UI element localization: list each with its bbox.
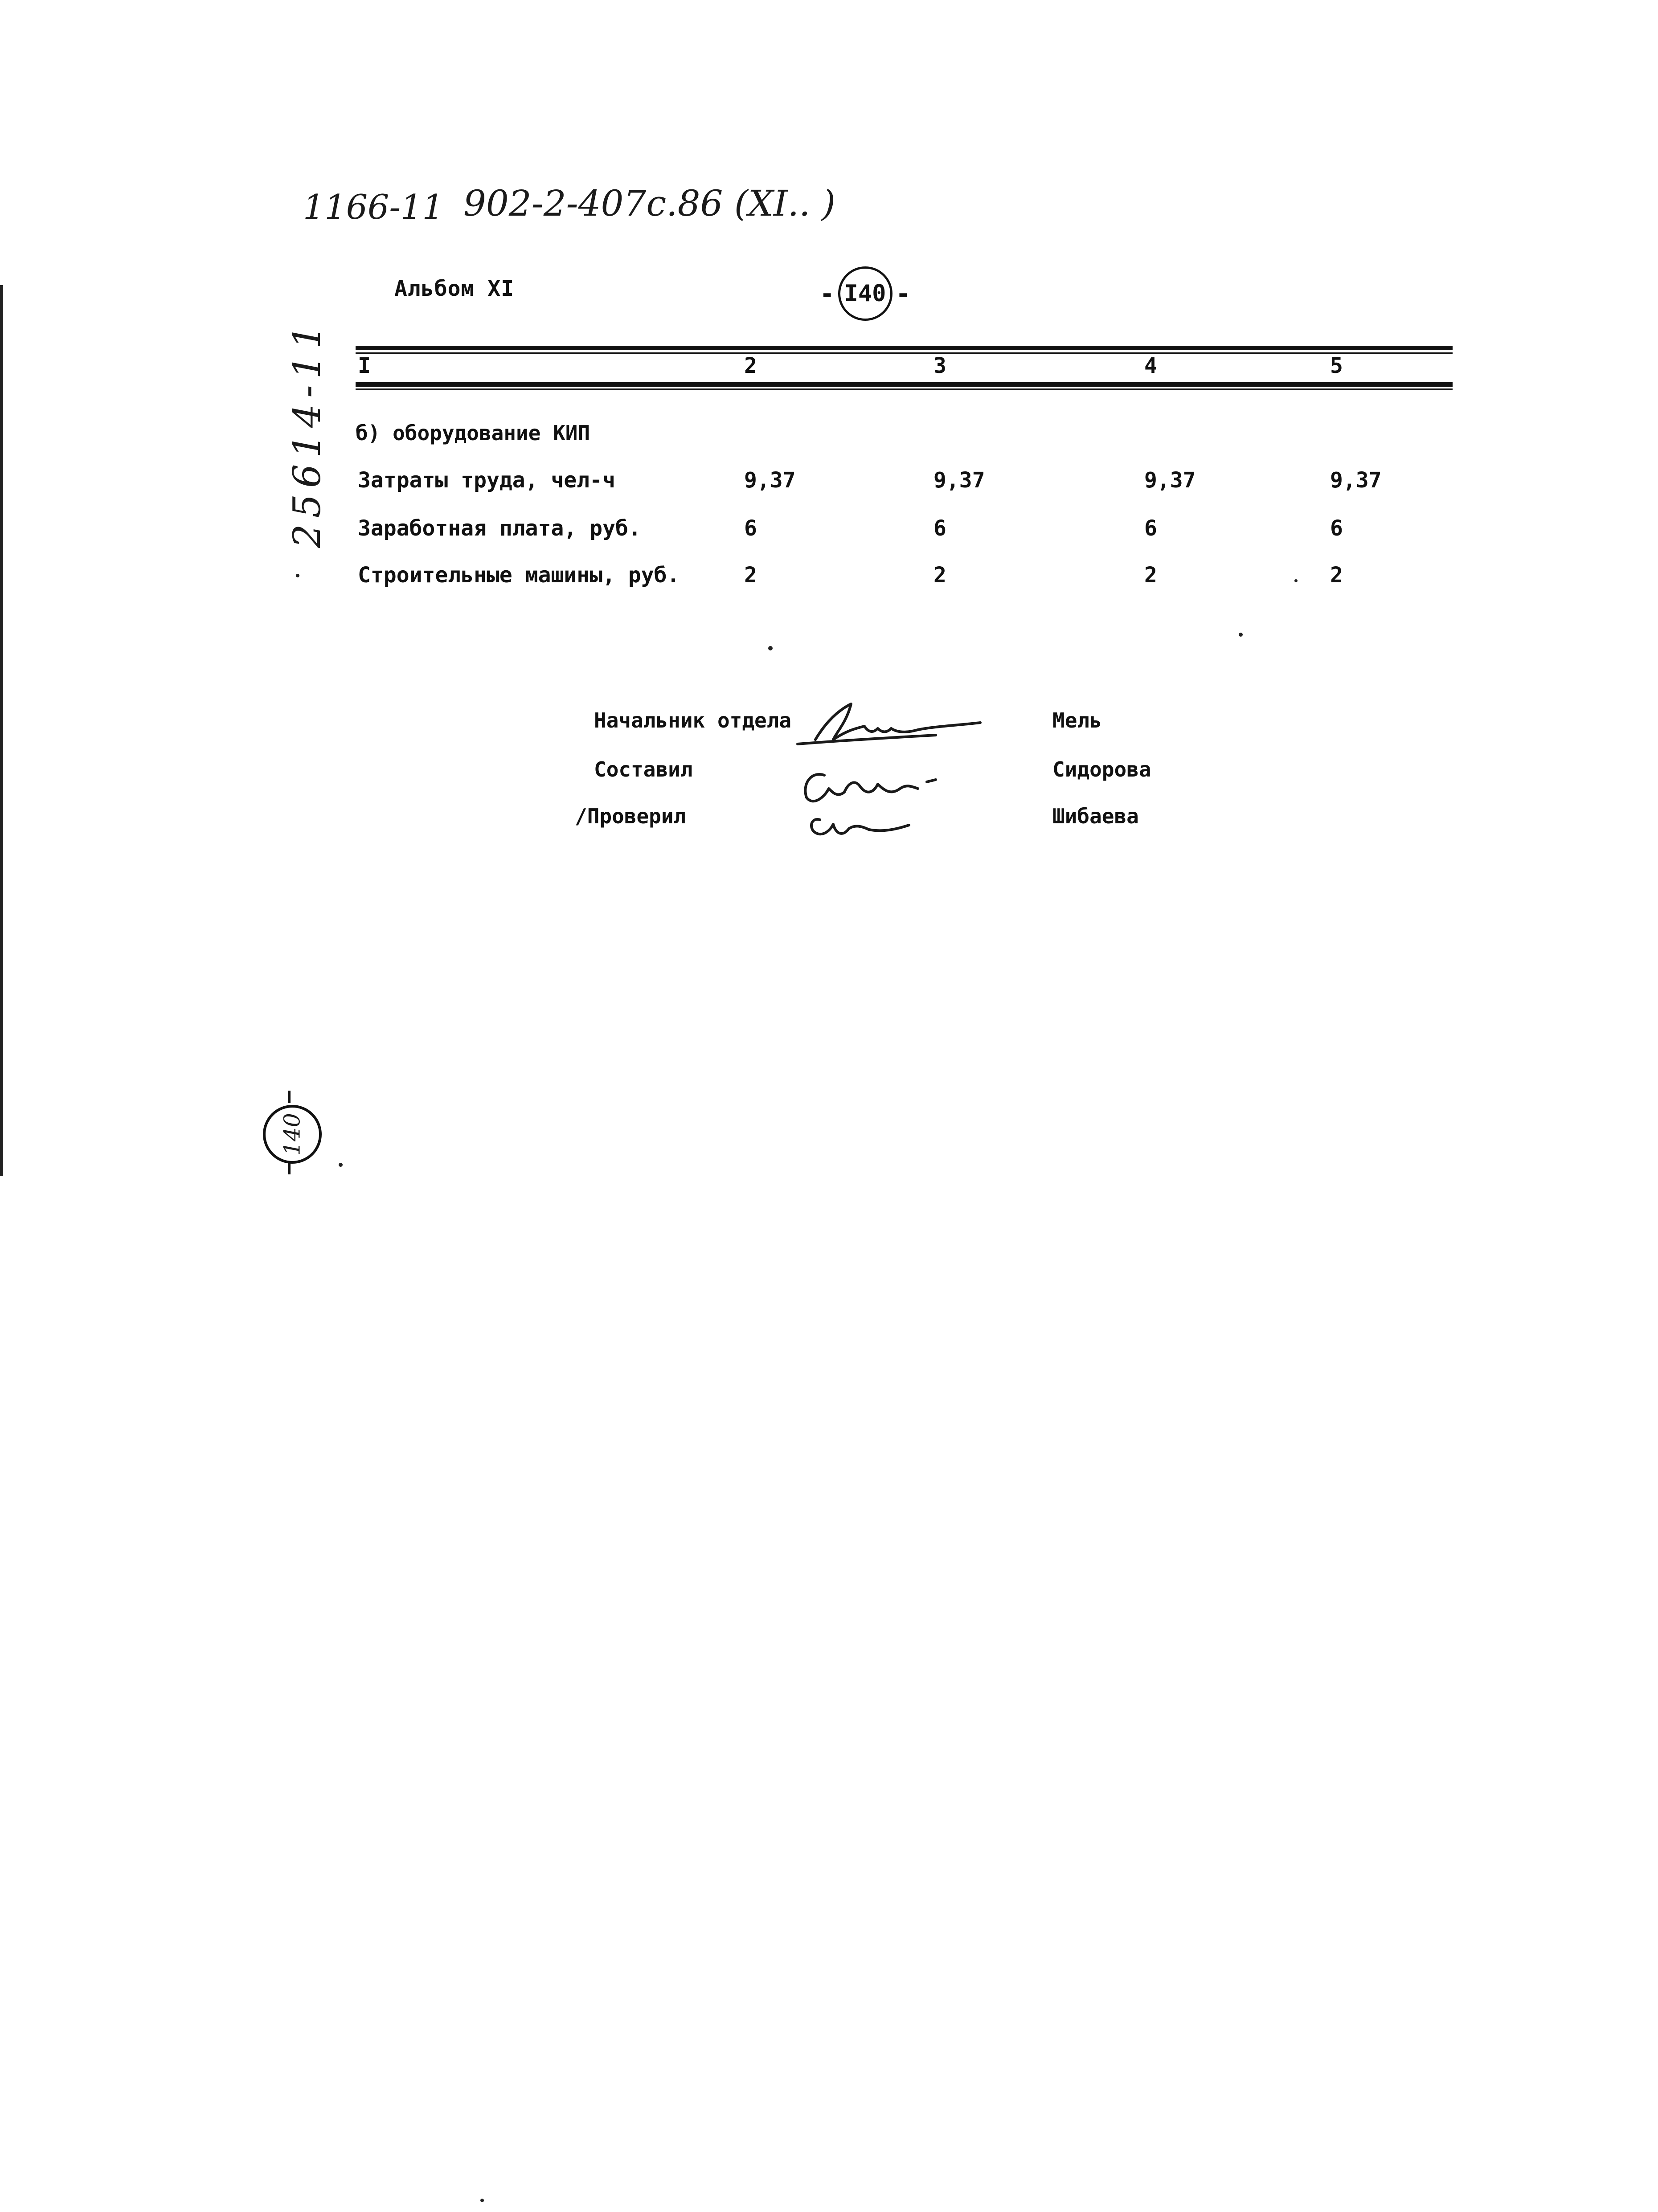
table-header-col-2: 2 xyxy=(744,353,757,378)
page-stamp-number: 140 xyxy=(279,1113,305,1156)
signature-name-compiled: Сидорова xyxy=(1052,757,1151,781)
album-label: Альбом XI xyxy=(394,276,515,301)
table-cell: 9,37 xyxy=(744,468,796,493)
handwritten-paren: (XI.. ) xyxy=(734,183,836,224)
signature-name-head: Мель xyxy=(1052,708,1102,732)
table-cell: 6 xyxy=(1144,516,1157,541)
page-number xyxy=(820,266,910,321)
table-row-label: Затраты труда, чел-ч xyxy=(358,468,615,493)
table-cell: 2 xyxy=(744,563,757,588)
stamp-dash-bottom xyxy=(288,1162,291,1174)
table-cell: 2 xyxy=(1144,563,1157,588)
table-top-rule xyxy=(356,346,1453,350)
stamp-dash-top xyxy=(288,1091,291,1103)
scan-edge-line xyxy=(0,285,3,1176)
table-cell: 9,37 xyxy=(1144,468,1196,493)
table-header-col-5: 5 xyxy=(1330,353,1343,378)
table-header-rule xyxy=(356,382,1453,387)
table-header-rule-thin xyxy=(356,388,1453,390)
table-cell: 9,37 xyxy=(1330,468,1382,493)
table-cell: 9,37 xyxy=(933,468,985,493)
table-row-label: Заработная плата, руб. xyxy=(358,516,641,541)
table-header-col-3: 3 xyxy=(933,353,946,378)
scan-speck xyxy=(1239,633,1243,637)
table-cell: 6 xyxy=(1330,516,1343,541)
handwritten-code-right xyxy=(463,183,835,224)
table-cell: 6 xyxy=(744,516,757,541)
page-number-circle: I40 xyxy=(838,266,892,321)
handwritten-signatures xyxy=(789,691,998,851)
signature-name-checked: Шибаева xyxy=(1052,804,1139,828)
side-handwritten-number: 25614-11 xyxy=(285,319,329,548)
page-stamp-circle xyxy=(263,1105,322,1164)
handwritten-code-text: 902-2-407с.86 xyxy=(463,183,723,224)
signature-role-checked: /Проверил xyxy=(575,804,686,828)
table-row-label: Строительные машины, руб. xyxy=(358,563,680,588)
page-number-dash-right: - xyxy=(896,279,911,308)
table-top-rule-thin xyxy=(356,352,1453,354)
table-cell: 2 xyxy=(1330,563,1343,588)
table-cell: 6 xyxy=(933,516,946,541)
page-number-dash-left: - xyxy=(820,279,835,308)
scan-speck xyxy=(339,1163,343,1167)
table-section-title: б) оборудование КИП xyxy=(356,421,590,445)
table-header-col-4: 4 xyxy=(1144,353,1157,378)
table-cell: 2 xyxy=(933,563,946,588)
table-header-col-1: I xyxy=(358,353,371,378)
scan-speck xyxy=(480,2199,484,2202)
signature-role-compiled: Составил xyxy=(594,757,693,781)
scan-speck xyxy=(768,646,773,650)
handwritten-code-left: 1166-11 xyxy=(303,187,444,227)
scan-speck xyxy=(296,574,299,577)
scan-speck xyxy=(1294,579,1298,582)
signature-role-head: Начальник отдела xyxy=(594,708,792,732)
